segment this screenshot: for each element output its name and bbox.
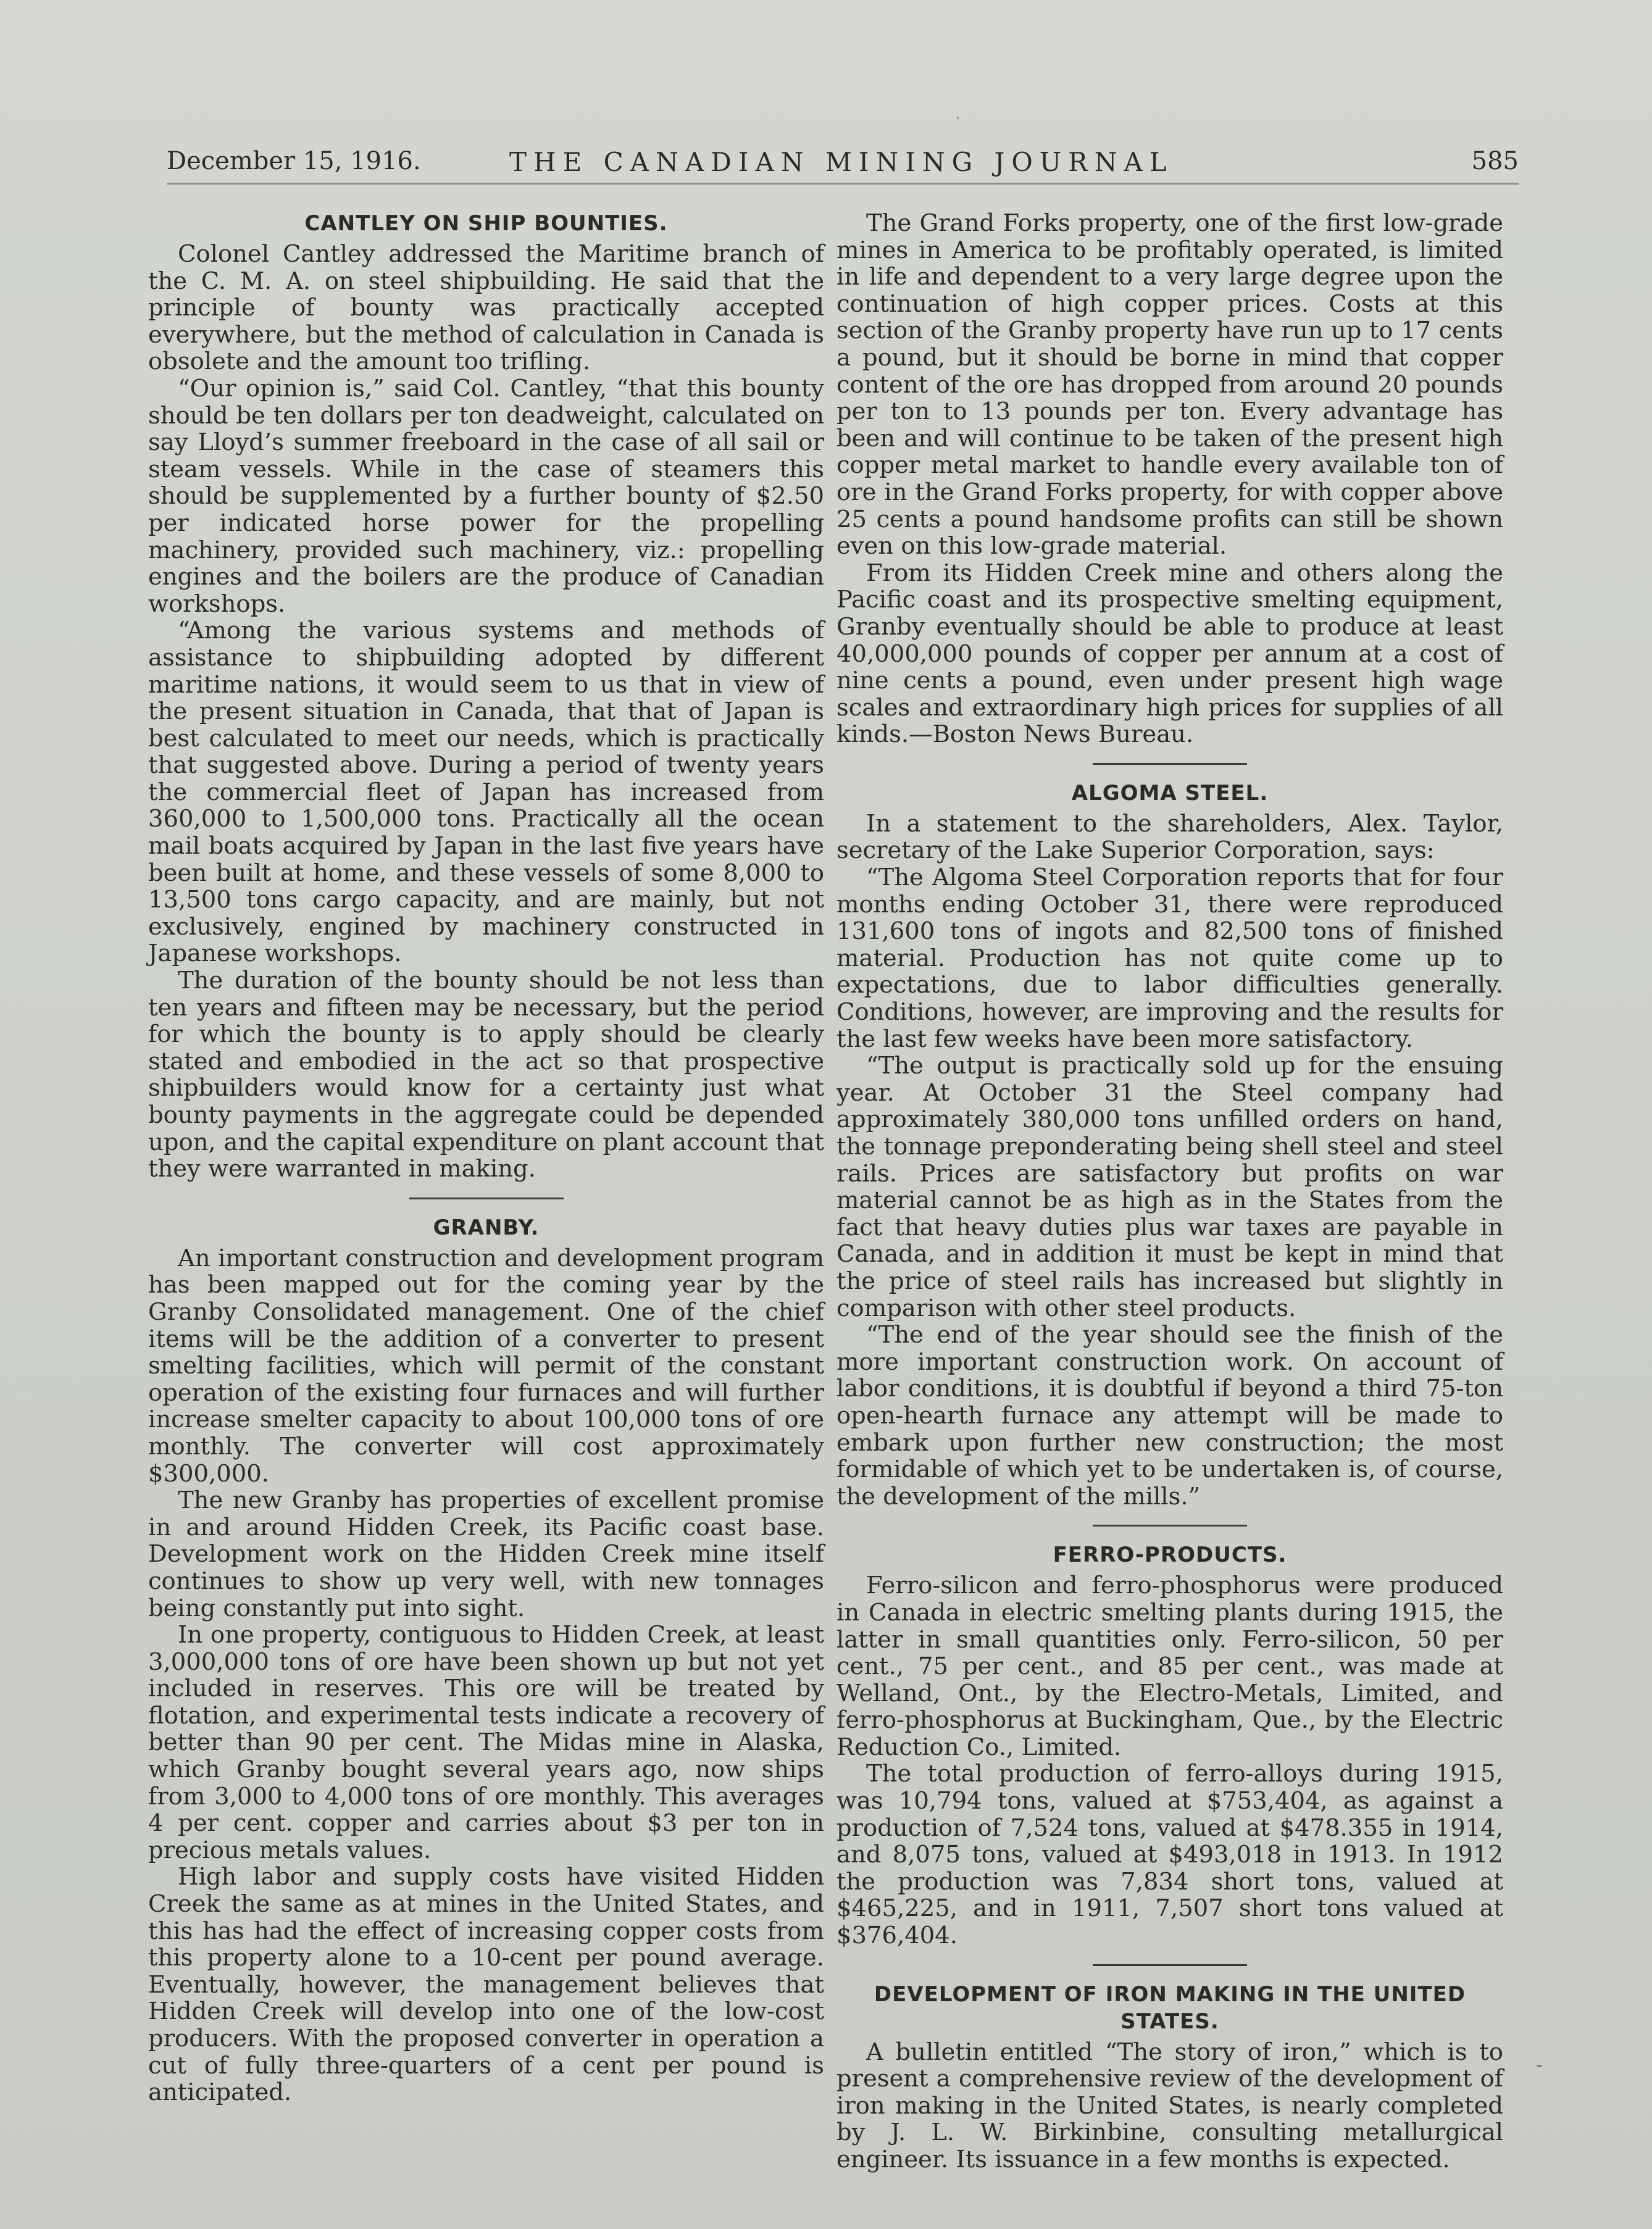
article-title: FERRO-PRODUCTS. [1053, 1543, 1287, 1568]
article-paragraph: “The end of the year should see the finish of the more important construction work. On account of labor conditions, it is doubtful if beyond a third 75-ton open-hearth furnace any attempt will be made to embark upon further new construction; the most formidable of which yet to be undertaken is, of course, the development of the mills.” [836, 1321, 1503, 1510]
article-paragraph: The duration of the bounty should be not less than ten years and fifteen may be necessary, but the period for which the bounty is to apply should be clearly stated and embodied in the act so that prospective shipbuilders would know for a certainty just what bounty payments in the aggregate could be depended upon, and the capital expenditure on plant account that they were warranted in making. [148, 967, 824, 1183]
article-paragraph: In one property, contiguous to Hidden Creek, at least 3,000,000 tons of ore have been shown up but not yet included in reserves. This ore will be treated by flotation, and experimental tests indicate a recovery of better than 90 per cent. The Midas mine in Alaska, which Granby bought several years ago, now ships from 3,000 to 4,000 tons of ore monthly. This averages 4 per cent. copper and carries about $3 per ton in precious metals values. [148, 1621, 824, 1864]
article-title: ALGOMA STEEL. [1071, 780, 1269, 806]
section-divider [1093, 1964, 1247, 1966]
article-paragraph: Ferro-silicon and ferro-phosphorus were produced in Canada in electric smelting plants during 1915, the latter in small quantities only. Ferro-silicon, 50 per cent., 75 per cent., and 85 per cent., was made at Welland, Ont., by the Electro-Metals, Limited, and ferro-phosphorus at Buckingham, Que., by the Electric Reduction Co., Limited. [836, 1572, 1503, 1761]
header-rule [167, 183, 1519, 185]
left-column [148, 210, 824, 2106]
article-title: CANTLEY ON SHIP BOUNTIES. [304, 211, 668, 236]
article-title: GRANBY. [433, 1215, 540, 1240]
article-granby-continued [836, 210, 1503, 748]
article-paragraph: A bulletin entitled “The story of iron,” which is to present a comprehensive review of the development of iron making in the United States, is nearly completed by J. L. W. Birkinbine, consulting metallurgical engineer. Its issuance in a few months is expected. [836, 2038, 1503, 2173]
article-title: DEVELOPMENT OF IRON MAKING IN THE UNITED STATES. [874, 1981, 1466, 2034]
article-paragraph: “The output is practically sold up for the ensuing year. At October 31 the Steel company had approximately 380,000 tons unfilled orders on hand, the tonnage preponderating being shell steel and steel rails. Prices are satisfactory but profits on war material cannot be as high as in the States from the fact that heavy duties plus war taxes are payable in Canada, and in addition it must be kept in mind that the price of steel rails has increased but slightly in comparison with other steel products. [836, 1052, 1503, 1322]
running-header [167, 147, 1519, 184]
scan-speck: - [1536, 2054, 1543, 2076]
section-divider [1093, 763, 1247, 765]
article-paragraph: An important construction and development program has been mapped out for the coming year by the Granby Consolidated management. One of the chief items will be the addition of a converter to present smelting facilities, which will permit of the constant operation of the existing four furnaces and will further increase smelter capacity to about 100,000 tons of ore monthly. The converter will cost approximately $300,000. [148, 1244, 824, 1488]
scan-speck: · [956, 111, 960, 127]
article-paragraph: “Our opinion is,” said Col. Cantley, “that this bounty should be ten dollars per ton deadweight, calculated on say Lloyd’s summer freeboard in the case of all sail or steam vessels. While in the case of steamers this should be supplemented by a further bounty of $2.50 per indicated horse power for the propelling machinery, provided such machinery, viz.: propelling engines and the boilers are the produce of Canadian workshops. [148, 374, 824, 618]
article-iron [836, 1981, 1503, 2173]
right-column [836, 210, 1503, 2173]
article-granby [148, 1214, 824, 2106]
journal-title: THE CANADIAN MINING JOURNAL [509, 147, 1174, 177]
article-algoma [836, 780, 1503, 1510]
article-cantley [148, 210, 824, 1183]
article-paragraph: From its Hidden Creek mine and others along the Pacific coast and its prospective smelting equipment, Granby eventually should be able to produce at least 40,000,000 pounds of copper per annum at a cost of nine cents a pound, even under present high wage scales and extraordinary high prices for supplies of all kinds.—Boston News Bureau. [836, 559, 1503, 749]
article-paragraph: In a statement to the shareholders, Alex. Taylor, secretary of the Lake Superior Corporation, says: [836, 809, 1503, 865]
article-paragraph: The Grand Forks property, one of the first low-grade mines in America to be profitably operated, is limited in life and dependent to a very large degree upon the continuation of high copper prices. Costs at this section of the Granby property have run up to 17 cents a pound, but it should be borne in mind that copper content of the ore has dropped from around 20 pounds per ton to 13 pounds per ton. Every advantage has been and will continue to be taken of the present high copper metal market to handle every available ton of ore in the Grand Forks property, for with copper above 25 cents a pound handsome profits can still be shown even on this low-grade material. [836, 209, 1503, 560]
article-paragraph: The total production of ferro-alloys during 1915, was 10,794 tons, valued at $753,404, as against a production of 7,524 tons, valued at $478.355 in 1914, and 8,075 tons, valued at $493,018 in 1913. In 1912 the production was 7,834 short tons, valued at $465,225, and in 1911, 7,507 short tons valued at $376,404. [836, 1760, 1503, 1950]
article-paragraph: High labor and supply costs have visited Hidden Creek the same as at mines in the United States, and this has had the effect of increasing copper costs from this property alone to a 10-cent per pound average. Eventually, however, the management believes that Hidden Creek will develop into one of the low-cost producers. With the proposed converter in operation a cut of fully three-quarters of a cent per pound is anticipated. [148, 1863, 824, 2107]
section-divider [409, 1198, 564, 1199]
page-number: 585 [1471, 147, 1519, 175]
article-paragraph: “Among the various systems and methods of assistance to shipbuilding adopted by different maritime nations, it would seem to us that in view of the present situation in Canada, that that of Japan is best calculated to meet our needs, which is practically that suggested above. During a period of twenty years the commercial fleet of Japan has increased from 360,000 to 1,500,000 tons. Practically all the ocean mail boats acquired by Japan in the last five years have been built at home, and these vessels of some 8,000 to 13,500 tons cargo capacity, and are mainly, but not exclusively, engined by machinery constructed in Japanese workshops. [148, 617, 824, 968]
section-divider [1093, 1525, 1247, 1527]
article-paragraph: “The Algoma Steel Corporation reports that for four months ending October 31, there were reproduced 131,600 tons of ingots and 82,500 tons of finished material. Production has not quite come up to expectations, due to labor difficulties generally. Conditions, however, are improving and the results for the last few weeks have been more satisfactory. [836, 864, 1503, 1053]
issue-date: December 15, 1916. [167, 147, 421, 175]
article-ferro [836, 1541, 1503, 1949]
article-paragraph: The new Granby has properties of excellent promise in and around Hidden Creek, its Pacific coast base. Development work on the Hidden Creek mine itself continues to show up very well, with new tonnages being constantly put into sight. [148, 1486, 824, 1622]
article-paragraph: Colonel Cantley addressed the Maritime branch of the C. M. A. on steel shipbuilding. He said that the principle of bounty was practically accepted everywhere, but the method of calculation in Canada is obsolete and the amount too trifling. [148, 240, 824, 376]
